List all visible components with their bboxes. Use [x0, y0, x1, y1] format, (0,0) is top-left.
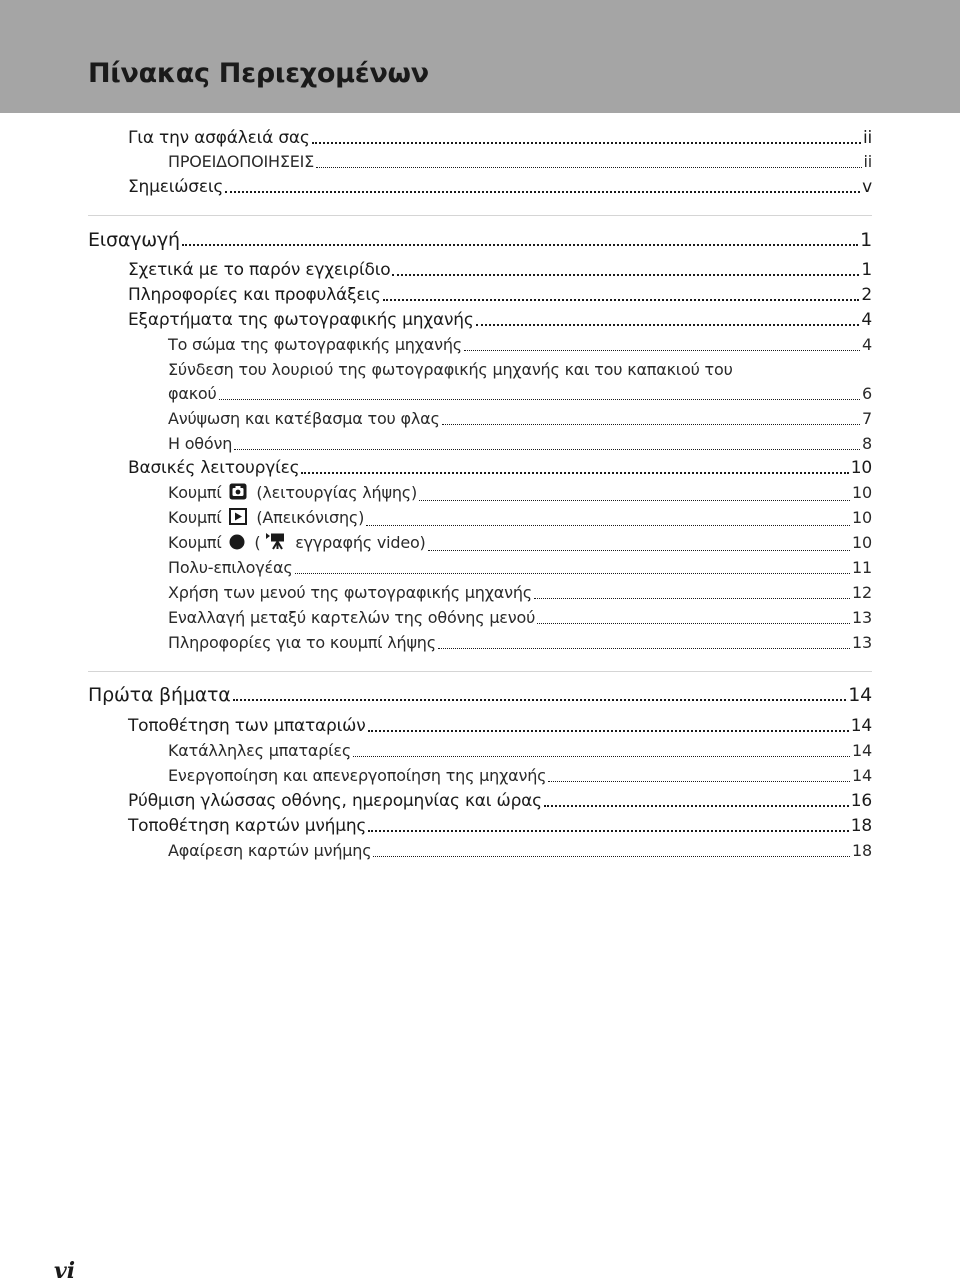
toc-entry-suitable-batteries[interactable]: [168, 740, 872, 762]
toc-entry-shutter-info[interactable]: [168, 632, 872, 654]
toc-entry-safety[interactable]: [128, 127, 872, 149]
dot-leader: [233, 699, 847, 701]
toc-page: 18: [850, 816, 872, 836]
toc-label: Πολυ-επιλογέας: [168, 558, 293, 577]
dot-leader: [419, 500, 850, 501]
toc-page: 1: [861, 260, 872, 280]
toc-entry-notes[interactable]: [128, 176, 872, 198]
toc-entry-language-date[interactable]: [128, 790, 872, 812]
toc-label-open-paren: (: [254, 533, 261, 552]
toc-entry-about-manual[interactable]: [128, 259, 872, 281]
toc-page: 14: [850, 716, 872, 736]
page-number: vi: [54, 1258, 76, 1284]
toc-page: 1: [860, 229, 872, 251]
toc-label: Ρύθμιση γλώσσας οθόνης, ημερομηνίας και ώρας: [128, 791, 542, 811]
toc-label: ΠΡΟΕΙΔΟΠΟΙΗΣΕΙΣ: [168, 152, 315, 171]
toc-page: 13: [852, 608, 872, 627]
toc-page: 10: [852, 483, 872, 502]
dot-leader: [373, 856, 850, 857]
section-divider: [88, 215, 872, 216]
toc-entry-menus[interactable]: [168, 582, 872, 604]
dot-leader: [537, 623, 850, 624]
toc-page: v: [862, 177, 872, 197]
toc-page: 18: [852, 841, 872, 860]
dot-leader: [316, 167, 861, 168]
toc-entry-intro[interactable]: [88, 229, 872, 251]
toc-label: Σχετικά με το παρόν εγχειρίδιο: [128, 260, 391, 280]
toc-entry-multi-selector[interactable]: [168, 557, 872, 579]
dot-leader: [442, 424, 860, 425]
toc-label: Εισαγωγή: [88, 229, 180, 251]
toc-label: Εναλλαγή μεταξύ καρτελών της οθόνης μενού: [168, 608, 536, 627]
toc-page: 7: [862, 409, 872, 428]
dot-leader: [234, 449, 860, 450]
toc-label: Για την ασφάλειά σας: [128, 128, 310, 148]
toc-label: Η οθόνη: [168, 434, 233, 453]
toc-label: Πληροφορίες για το κουμπί λήψης: [168, 633, 436, 652]
toc-entry-info-precautions[interactable]: [128, 284, 872, 306]
dot-leader: [368, 730, 849, 732]
camera-icon: [229, 483, 247, 506]
toc-label: Πρώτα βήματα: [88, 684, 231, 706]
toc-entry-strap[interactable]: [168, 383, 872, 405]
toc-page: 14: [848, 684, 872, 706]
toc-label: Το σώμα της φωτογραφικής μηχανής: [168, 335, 462, 354]
dot-leader: [225, 191, 860, 193]
movie-camera-icon: [266, 533, 286, 556]
toc-entry-menu-tabs[interactable]: [168, 607, 872, 629]
dot-leader: [548, 781, 850, 782]
toc-label-prefix: Κουμπί: [168, 483, 222, 502]
toc-page: 4: [862, 335, 872, 354]
dot-leader: [392, 274, 859, 276]
toc-label: Σημειώσεις: [128, 177, 224, 197]
toc-entry-play-button[interactable]: [168, 507, 872, 531]
toc-page: ii: [863, 152, 872, 171]
toc-page: 12: [852, 583, 872, 602]
toc-label: φακού: [168, 384, 217, 403]
toc-entry-remove-card[interactable]: [168, 840, 872, 862]
dot-leader: [464, 350, 860, 351]
toc-entry-first-steps[interactable]: [88, 684, 872, 706]
toc-page: 6: [862, 384, 872, 403]
toc-label: Εξαρτήματα της φωτογραφικής μηχανής: [128, 310, 474, 330]
toc-label: Τοποθέτηση καρτών μνήμης: [128, 816, 367, 836]
toc-entry-strap-line1[interactable]: Σύνδεση του λουριού της φωτογραφικής μηχανής και του καπακιού του: [168, 360, 733, 379]
dot-leader: [534, 598, 850, 599]
toc-page: 10: [852, 533, 872, 552]
toc-label: Ανύψωση και κατέβασμα του φλας: [168, 409, 440, 428]
toc-label-suffix: εγγραφής video): [295, 533, 426, 552]
toc-page: 13: [852, 633, 872, 652]
dot-leader: [312, 142, 861, 144]
toc-entry-insert-card[interactable]: [128, 815, 872, 837]
toc-label-prefix: Κουμπί: [168, 533, 222, 552]
toc-label: [168, 507, 364, 531]
dot-leader: [544, 805, 849, 807]
dot-leader: [301, 472, 848, 474]
dot-leader: [182, 244, 858, 246]
dot-leader: [383, 299, 860, 301]
toc-label: Κατάλληλες μπαταρίες: [168, 741, 352, 760]
dot-leader: [366, 525, 850, 526]
playback-icon: [229, 508, 247, 531]
section-divider: [88, 671, 872, 672]
toc-entry-flash[interactable]: [168, 408, 872, 430]
record-dot-icon: [229, 534, 245, 556]
toc-page: 16: [850, 791, 872, 811]
toc-label-suffix: (λειτουργίας λήψης): [256, 483, 418, 502]
toc-label-prefix: Κουμπί: [168, 508, 222, 527]
dot-leader: [476, 324, 860, 326]
dot-leader: [428, 550, 850, 551]
toc-page: 14: [852, 741, 872, 760]
toc-label: Χρήση των μενού της φωτογραφικής μηχανής: [168, 583, 532, 602]
toc-entry-shoot-button[interactable]: [168, 482, 872, 506]
toc-page: 8: [862, 434, 872, 453]
toc-label: Πληροφορίες και προφυλάξεις: [128, 285, 381, 305]
toc-label: [168, 532, 426, 556]
toc-page: 10: [850, 458, 872, 478]
toc-label: Τοποθέτηση των μπαταριών: [128, 716, 366, 736]
dot-leader: [219, 399, 860, 400]
toc-entry-monitor[interactable]: [168, 433, 872, 455]
toc-entry-warnings[interactable]: [168, 151, 872, 173]
toc-page: 2: [861, 285, 872, 305]
toc-label: [168, 482, 417, 506]
page-title: Πίνακας Περιεχομένων: [88, 58, 429, 89]
toc-entry-camera-parts[interactable]: [128, 309, 872, 331]
toc-entry-camera-body[interactable]: [168, 334, 872, 356]
toc-page: 4: [861, 310, 872, 330]
dot-leader: [353, 756, 850, 757]
toc-label-suffix: (Απεικόνισης): [256, 508, 365, 527]
dot-leader: [368, 830, 849, 832]
toc-entry-batteries[interactable]: [128, 715, 872, 737]
toc-page: 14: [852, 766, 872, 785]
toc-label: Ενεργοποίηση και απενεργοποίηση της μηχανής: [168, 766, 547, 785]
toc-page: 10: [852, 508, 872, 527]
header-band: [0, 0, 960, 113]
toc-page: ii: [862, 128, 872, 148]
toc-label: Αφαίρεση καρτών μνήμης: [168, 841, 372, 860]
toc-page: 11: [852, 558, 872, 577]
toc-entry-power[interactable]: [168, 765, 872, 787]
toc-label: Βασικές λειτουργίες: [128, 458, 300, 478]
toc-entry-movie-button[interactable]: [168, 532, 872, 556]
toc-entry-basic-ops[interactable]: [128, 457, 872, 479]
dot-leader: [438, 648, 850, 649]
dot-leader: [295, 573, 851, 574]
